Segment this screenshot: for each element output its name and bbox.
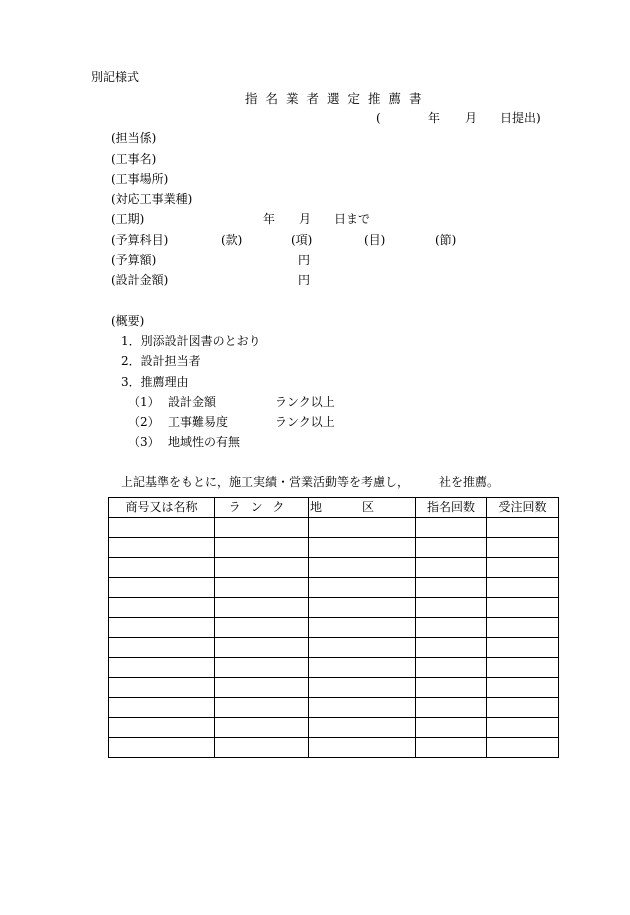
reason-3-label: 地域性の有無 [168, 435, 241, 449]
overview-heading: (概要) [111, 314, 145, 328]
submit-day: 日提出) [500, 111, 541, 125]
document-title: 指名業者選定推薦書 [245, 91, 430, 106]
table-row [109, 738, 559, 758]
reason-1-label: 設計金額 [168, 395, 217, 409]
table-cell [487, 598, 559, 618]
overview-item-2: 2．設計担当者 [121, 354, 201, 368]
table-cell [487, 638, 559, 658]
header-area: 地区 [309, 498, 416, 518]
overview-item-3: 3．推薦理由 [121, 375, 189, 389]
table-cell [215, 718, 309, 738]
table-cell [215, 678, 309, 698]
header-rank: ランク [215, 498, 309, 518]
table-cell [109, 638, 215, 658]
table-cell [109, 558, 215, 578]
table-row [109, 578, 559, 598]
table-cell [416, 558, 487, 578]
table-cell [309, 658, 416, 678]
table-cell [487, 678, 559, 698]
table-cell [309, 598, 416, 618]
table-cell [416, 658, 487, 678]
table-cell [215, 578, 309, 598]
header-company-name: 商号又は名称 [109, 498, 215, 518]
table-cell [309, 698, 416, 718]
table-cell [109, 718, 215, 738]
table-cell [416, 538, 487, 558]
overview-item-1: 1．別添設計図書のとおり [121, 334, 261, 348]
submit-month: 月 [465, 111, 478, 125]
table-cell [309, 538, 416, 558]
table-cell [109, 538, 215, 558]
table-cell [215, 518, 309, 538]
table-cell [109, 518, 215, 538]
company-table [108, 497, 559, 758]
field-work-name: (工事名) [111, 152, 157, 166]
table-cell [416, 638, 487, 658]
field-design-amount: (設計金額) [111, 273, 169, 287]
table-cell [309, 578, 416, 598]
table-cell [487, 518, 559, 538]
table-row [109, 638, 559, 658]
table-cell [416, 698, 487, 718]
form-label: 別記様式 [91, 70, 140, 84]
table-cell [215, 738, 309, 758]
field-staff: (担当係) [111, 131, 157, 145]
table-cell [109, 658, 215, 678]
table-cell [416, 598, 487, 618]
budget-setsu: (節) [435, 233, 457, 247]
table-row [109, 678, 559, 698]
table-header-row [109, 498, 559, 518]
period-year: 年 [263, 212, 276, 226]
table-cell [309, 678, 416, 698]
table-cell [309, 518, 416, 538]
table-cell [215, 598, 309, 618]
table-cell [215, 638, 309, 658]
table-cell [416, 678, 487, 698]
table-cell [109, 678, 215, 698]
table-cell [487, 698, 559, 718]
table-cell [416, 738, 487, 758]
table-cell [215, 698, 309, 718]
table-cell [487, 618, 559, 638]
table-cell [487, 658, 559, 678]
table-cell [309, 738, 416, 758]
table-cell [215, 538, 309, 558]
header-order-count: 受注回数 [487, 498, 559, 518]
table-row [109, 598, 559, 618]
table-cell [309, 718, 416, 738]
table-cell [416, 518, 487, 538]
field-budget-item: (予算科目) [111, 233, 169, 247]
table-cell [487, 578, 559, 598]
table-cell [416, 718, 487, 738]
table-cell [487, 538, 559, 558]
table-cell [109, 598, 215, 618]
table-cell [215, 558, 309, 578]
table-body [109, 518, 559, 758]
table-row [109, 618, 559, 638]
table-cell [309, 618, 416, 638]
table-row [109, 718, 559, 738]
table-row [109, 558, 559, 578]
table-cell [109, 738, 215, 758]
period-month: 月 [299, 212, 312, 226]
table-cell [487, 718, 559, 738]
budget-moku: (目) [364, 233, 386, 247]
field-work-place: (工事場所) [111, 172, 169, 186]
table-cell [109, 698, 215, 718]
table-cell [215, 618, 309, 638]
table-cell [487, 558, 559, 578]
table-cell [109, 578, 215, 598]
table-cell [309, 638, 416, 658]
reason-3-number: （3） [128, 435, 160, 449]
field-budget-amount: (予算額) [111, 253, 157, 267]
field-work-type: (対応工事業種) [111, 192, 193, 206]
table-cell [109, 618, 215, 638]
table-cell [416, 578, 487, 598]
submit-year: 年 [428, 111, 441, 125]
recommendation-statement: 上記基準をもとに，施工実績・営業活動等を考慮し， [121, 475, 410, 489]
field-period: (工期) [111, 212, 145, 226]
reason-2-number: （2） [128, 415, 160, 429]
budget-kou: (項) [291, 233, 313, 247]
design-yen: 円 [298, 273, 311, 287]
budget-kan: (款) [221, 233, 243, 247]
table-cell [487, 738, 559, 758]
table-row [109, 518, 559, 538]
table-row [109, 658, 559, 678]
period-until: 日まで [334, 212, 371, 226]
reason-2-value: ランク以上 [275, 415, 335, 429]
table-row [109, 538, 559, 558]
submit-open-paren: ( [376, 111, 381, 125]
table-cell [416, 618, 487, 638]
table-cell [309, 558, 416, 578]
table-row [109, 698, 559, 718]
reason-2-label: 工事難易度 [168, 415, 229, 429]
recommendation-statement-end: 社を推薦。 [439, 475, 500, 489]
table-cell [215, 658, 309, 678]
budget-yen: 円 [298, 253, 311, 267]
header-nomination-count: 指名回数 [416, 498, 487, 518]
reason-1-number: （1） [128, 395, 160, 409]
reason-1-value: ランク以上 [275, 395, 335, 409]
